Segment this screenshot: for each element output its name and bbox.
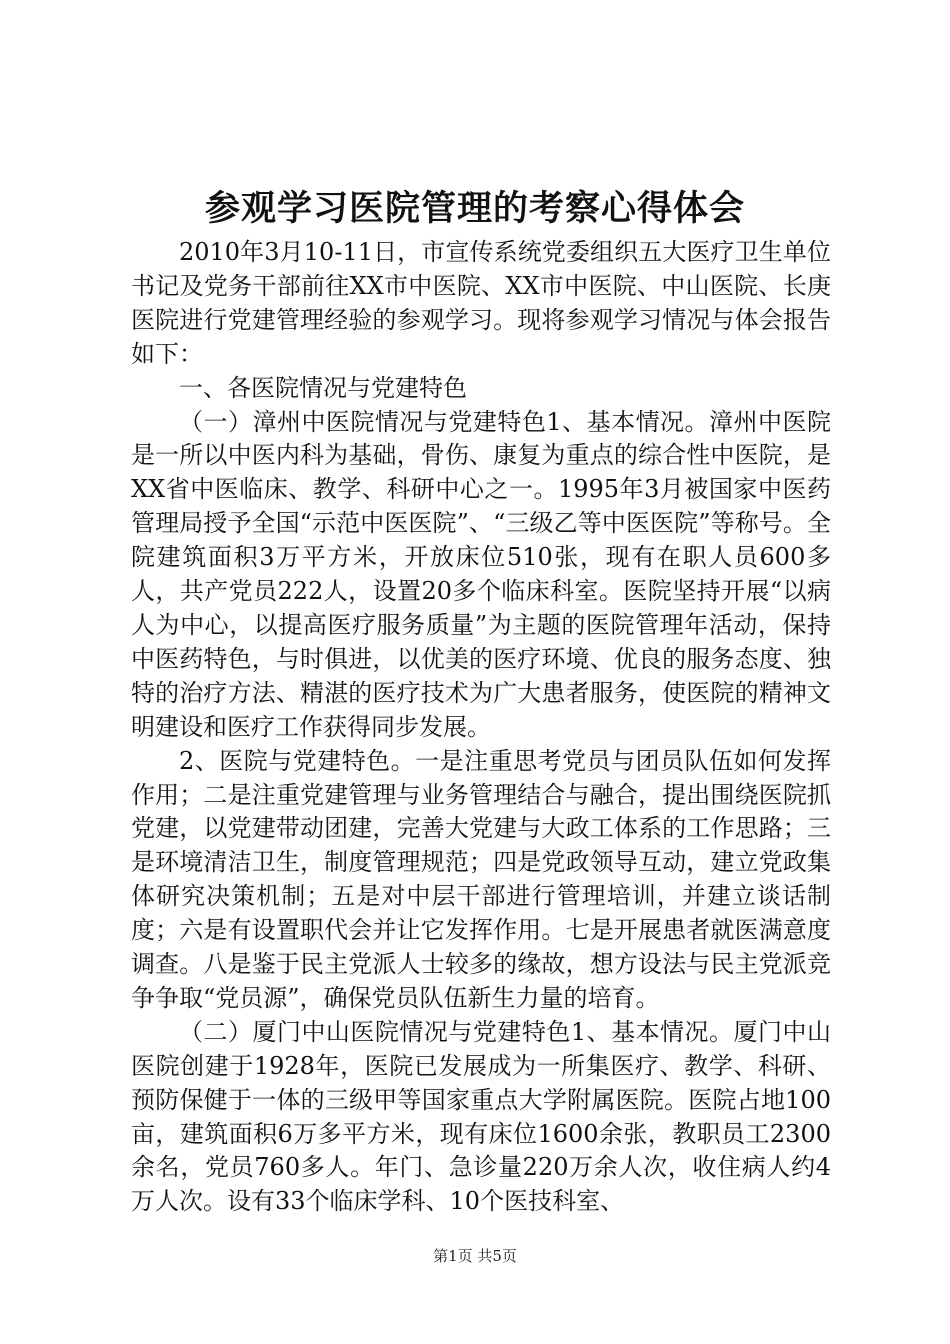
paragraph-zhangzhou-features: 2、医院与党建特色。一是注重思考党员与团员队伍如何发挥作用；二是注重党建管理与业务管理结合与融合，提出围绕医院抓党建，以党建带动团建，完善大党建与大政工体系的工作思路；三是环境清洁卫生，制度管理规范；四是党政领导互动，建立党政集体研究决策机制；五是对中层干部进行管理培训，并建立谈话制度；六是有设置职代会并让它发挥作用。七是开展患者就医满意度调查。八是鉴于民主党派人士较多的缘故，想方设法与民主党派竞争争取“党员源”，确保党员队伍新生力量的培育。 xyxy=(131,746,831,1012)
document-body xyxy=(131,236,831,1219)
paragraph-intro: 2010年3月10-11日，市宣传系统党委组织五大医疗卫生单位书记及党务干部前往XX市中医院、XX市中医院、中山医院、长庚医院进行党建管理经验的参观学习。现将参观学习情况与体会报告如下： xyxy=(131,238,831,368)
paragraph-xiamen-basic: （二）厦门中山医院情况与党建特色1、基本情况。厦门中山医院创建于1928年，医院已发展成为一所集医疗、教学、科研、预防保健于一体的三级甲等国家重点大学附属医院。医院占地100亩，建筑面积6万多平方米，现有床位1600余张，教职员工2300余名，党员760多人。年门、急诊量220万余人次，收住病人约4万人次。设有33个临床学科、10个医技科室、 xyxy=(131,1017,831,1216)
paragraph-zhangzhou-basic: （一）漳州中医院情况与党建特色1、基本情况。漳州中医院是一所以中医内科为基础，骨伤、康复为重点的综合性中医院，是XX省中医临床、教学、科研中心之一。1995年3月被国家中医药管理局授予全国“示范中医医院”、“三级乙等中医医院”等称号。全院建筑面积3万平方米，开放床位510张，现有在职人员600多人，共产党员222人，设置20多个临床科室。医院坚持开展“以病人为中心，以提高医疗服务质量”为主题的医院管理年活动，保持中医药特色，与时俱进，以优美的医疗环境、优良的服务态度、独特的治疗方法、精湛的医疗技术为广大患者服务，使医院的精神文明建设和医疗工作获得同步发展。 xyxy=(131,407,831,741)
page-indicator: 第1页 共5页 xyxy=(433,1247,517,1265)
document-title: 参观学习医院管理的考察心得体会 xyxy=(204,188,745,229)
section-heading: 一、各医院情况与党建特色 xyxy=(179,373,467,402)
